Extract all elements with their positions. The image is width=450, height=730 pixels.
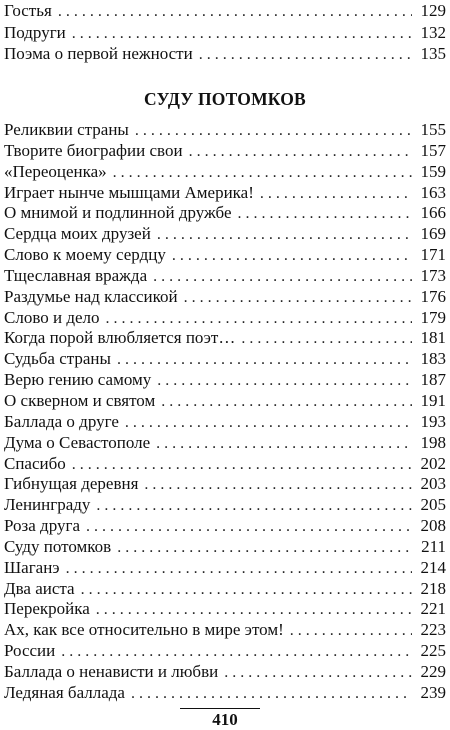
toc-entry-title: Слово и дело [4,307,100,327]
leader-dots [199,44,412,66]
toc-entry-page: 221 [420,599,446,619]
toc-entry-page: 211 [421,536,446,556]
toc-entry-title: Подруги [4,22,66,42]
toc-entry-title: Тщеславная вражда [4,265,148,285]
leader-dots [172,246,412,267]
toc-entry-title: Спасибо [4,453,66,473]
leader-dots [144,475,412,496]
section-heading: СУДУ ПОТОМКОВ [144,89,306,109]
leader-dots [260,184,412,205]
leader-dots [117,350,412,371]
toc-entry-title: Когда порой влюбляется поэт… [4,328,236,348]
toc-entry [4,183,446,204]
leader-dots [72,23,412,45]
toc-top-list [4,0,446,65]
leader-dots [156,434,412,455]
toc-entry-page: 205 [420,495,446,515]
toc-entry-page: 225 [420,641,446,661]
toc-entry [4,349,446,370]
toc-entry-title: Ах, как все относительно в мире этом! [4,620,284,640]
toc-entry-title: О мнимой и подлинной дружбе [4,203,232,223]
toc-entry-title: «Переоценка» [4,161,107,181]
toc-entry [4,579,446,600]
footer-rule [180,708,260,709]
toc-entry [4,641,446,662]
toc-entry-page: 173 [420,265,446,285]
toc-entry-page: 171 [420,245,446,265]
toc-entry [4,391,446,412]
toc-entry [4,287,446,308]
toc-entry [4,120,446,141]
toc-entry-title: Два аиста [4,578,75,598]
toc-entry-page: 218 [420,578,446,598]
toc-entry [4,224,446,245]
leader-dots [96,600,412,621]
toc-entry-title: Творите биографии свои [4,140,183,160]
toc-entry-title: Верю гению самому [4,370,152,390]
toc-entry-page: 181 [420,328,446,348]
leader-dots [189,142,412,163]
toc-entry-page: 135 [420,44,446,63]
toc-entry-page: 214 [420,557,446,577]
toc-entry-page: 193 [420,411,446,431]
toc-entry [4,43,446,65]
toc-entry [4,328,446,349]
toc-entry [4,516,446,537]
leader-dots [184,288,412,309]
toc-entry [4,22,446,44]
toc-entry-title: Слово к моему сердцу [4,245,166,265]
toc-entry-title: Роза друга [4,516,80,536]
leader-dots [86,517,412,538]
leader-dots [72,455,412,476]
toc-entry [4,558,446,579]
toc-entry [4,412,446,433]
toc-entry-title: России [4,641,56,661]
page-number: 410 [212,710,238,729]
toc-entry-page: 191 [420,390,446,410]
leader-dots [66,559,412,580]
toc-entry-title: Баллада о друге [4,411,119,431]
toc-entry [4,0,446,22]
toc-entry-title: Судьба страны [4,349,111,369]
toc-entry-title: Ледяная баллада [4,682,125,702]
toc-entry [4,454,446,475]
toc-entry-title: Гостья [4,1,52,20]
leader-dots [157,371,412,392]
toc-entry-title: Перекройка [4,599,90,619]
leader-dots [161,392,412,413]
toc-entry-title: Баллада о ненависти и любви [4,661,219,681]
toc-entry-title: Играет нынче мышцами Америка! [4,182,254,202]
leader-dots [81,580,412,601]
leader-dots [153,267,412,288]
toc-entry-page: 155 [420,120,446,139]
toc-entry [4,308,446,329]
toc-entry-page: 176 [420,286,446,306]
leader-dots [96,496,412,517]
toc-entry [4,162,446,183]
leader-dots [241,329,412,350]
leader-dots [117,538,412,559]
toc-entry-page: 208 [420,516,446,536]
leader-dots [157,225,412,246]
leader-dots [125,413,412,434]
leader-dots [131,684,412,705]
toc-entry [4,537,446,558]
toc-entry-page: 159 [420,161,446,181]
toc-entry [4,266,446,287]
toc-entry-page: 132 [420,22,446,42]
toc-entry-page: 169 [420,224,446,244]
leader-dots [58,1,412,23]
toc-entry [4,662,446,683]
toc-entry-page: 202 [420,453,446,473]
toc-main-list [4,120,446,704]
toc-entry-page: 203 [420,474,446,494]
toc-entry-page: 179 [420,307,446,327]
toc-entry [4,495,446,516]
toc-entry-page: 183 [420,349,446,369]
toc-entry-title: О скверном и святом [4,390,156,410]
toc-entry [4,245,446,266]
toc-entry [4,203,446,224]
toc-entry [4,620,446,641]
toc-entry-title: Суду потомков [4,536,112,556]
toc-entry [4,474,446,495]
toc-entry-page: 166 [420,203,446,223]
leader-dots [290,621,412,642]
leader-dots [238,204,412,225]
toc-entry-title: Реликвии страны [4,120,129,139]
leader-dots [224,663,412,684]
toc-entry-page: 157 [420,140,446,160]
toc-entry-page: 187 [420,370,446,390]
leader-dots [135,121,412,142]
toc-entry-page: 163 [420,182,446,202]
toc-entry [4,433,446,454]
leader-dots [61,642,412,663]
toc-entry [4,683,446,704]
toc-entry-page: 198 [420,432,446,452]
toc-entry-title: Дума о Севастополе [4,432,151,452]
toc-entry [4,141,446,162]
toc-entry-title: Гибнущая деревня [4,474,139,494]
toc-entry-title: Сердца моих друзей [4,224,151,244]
leader-dots [113,163,412,184]
toc-entry-title: Поэма о первой нежности [4,44,193,63]
toc-entry [4,599,446,620]
toc-entry-title: Ленинграду [4,495,91,515]
leader-dots [106,309,412,330]
toc-entry-title: Шаганэ [4,557,60,577]
toc-entry-page: 229 [420,661,446,681]
toc-entry [4,370,446,391]
toc-entry-page: 239 [420,682,446,702]
toc-entry-page: 223 [420,620,446,640]
toc-entry-title: Раздумье над классикой [4,286,178,306]
toc-entry-page: 129 [420,1,446,20]
